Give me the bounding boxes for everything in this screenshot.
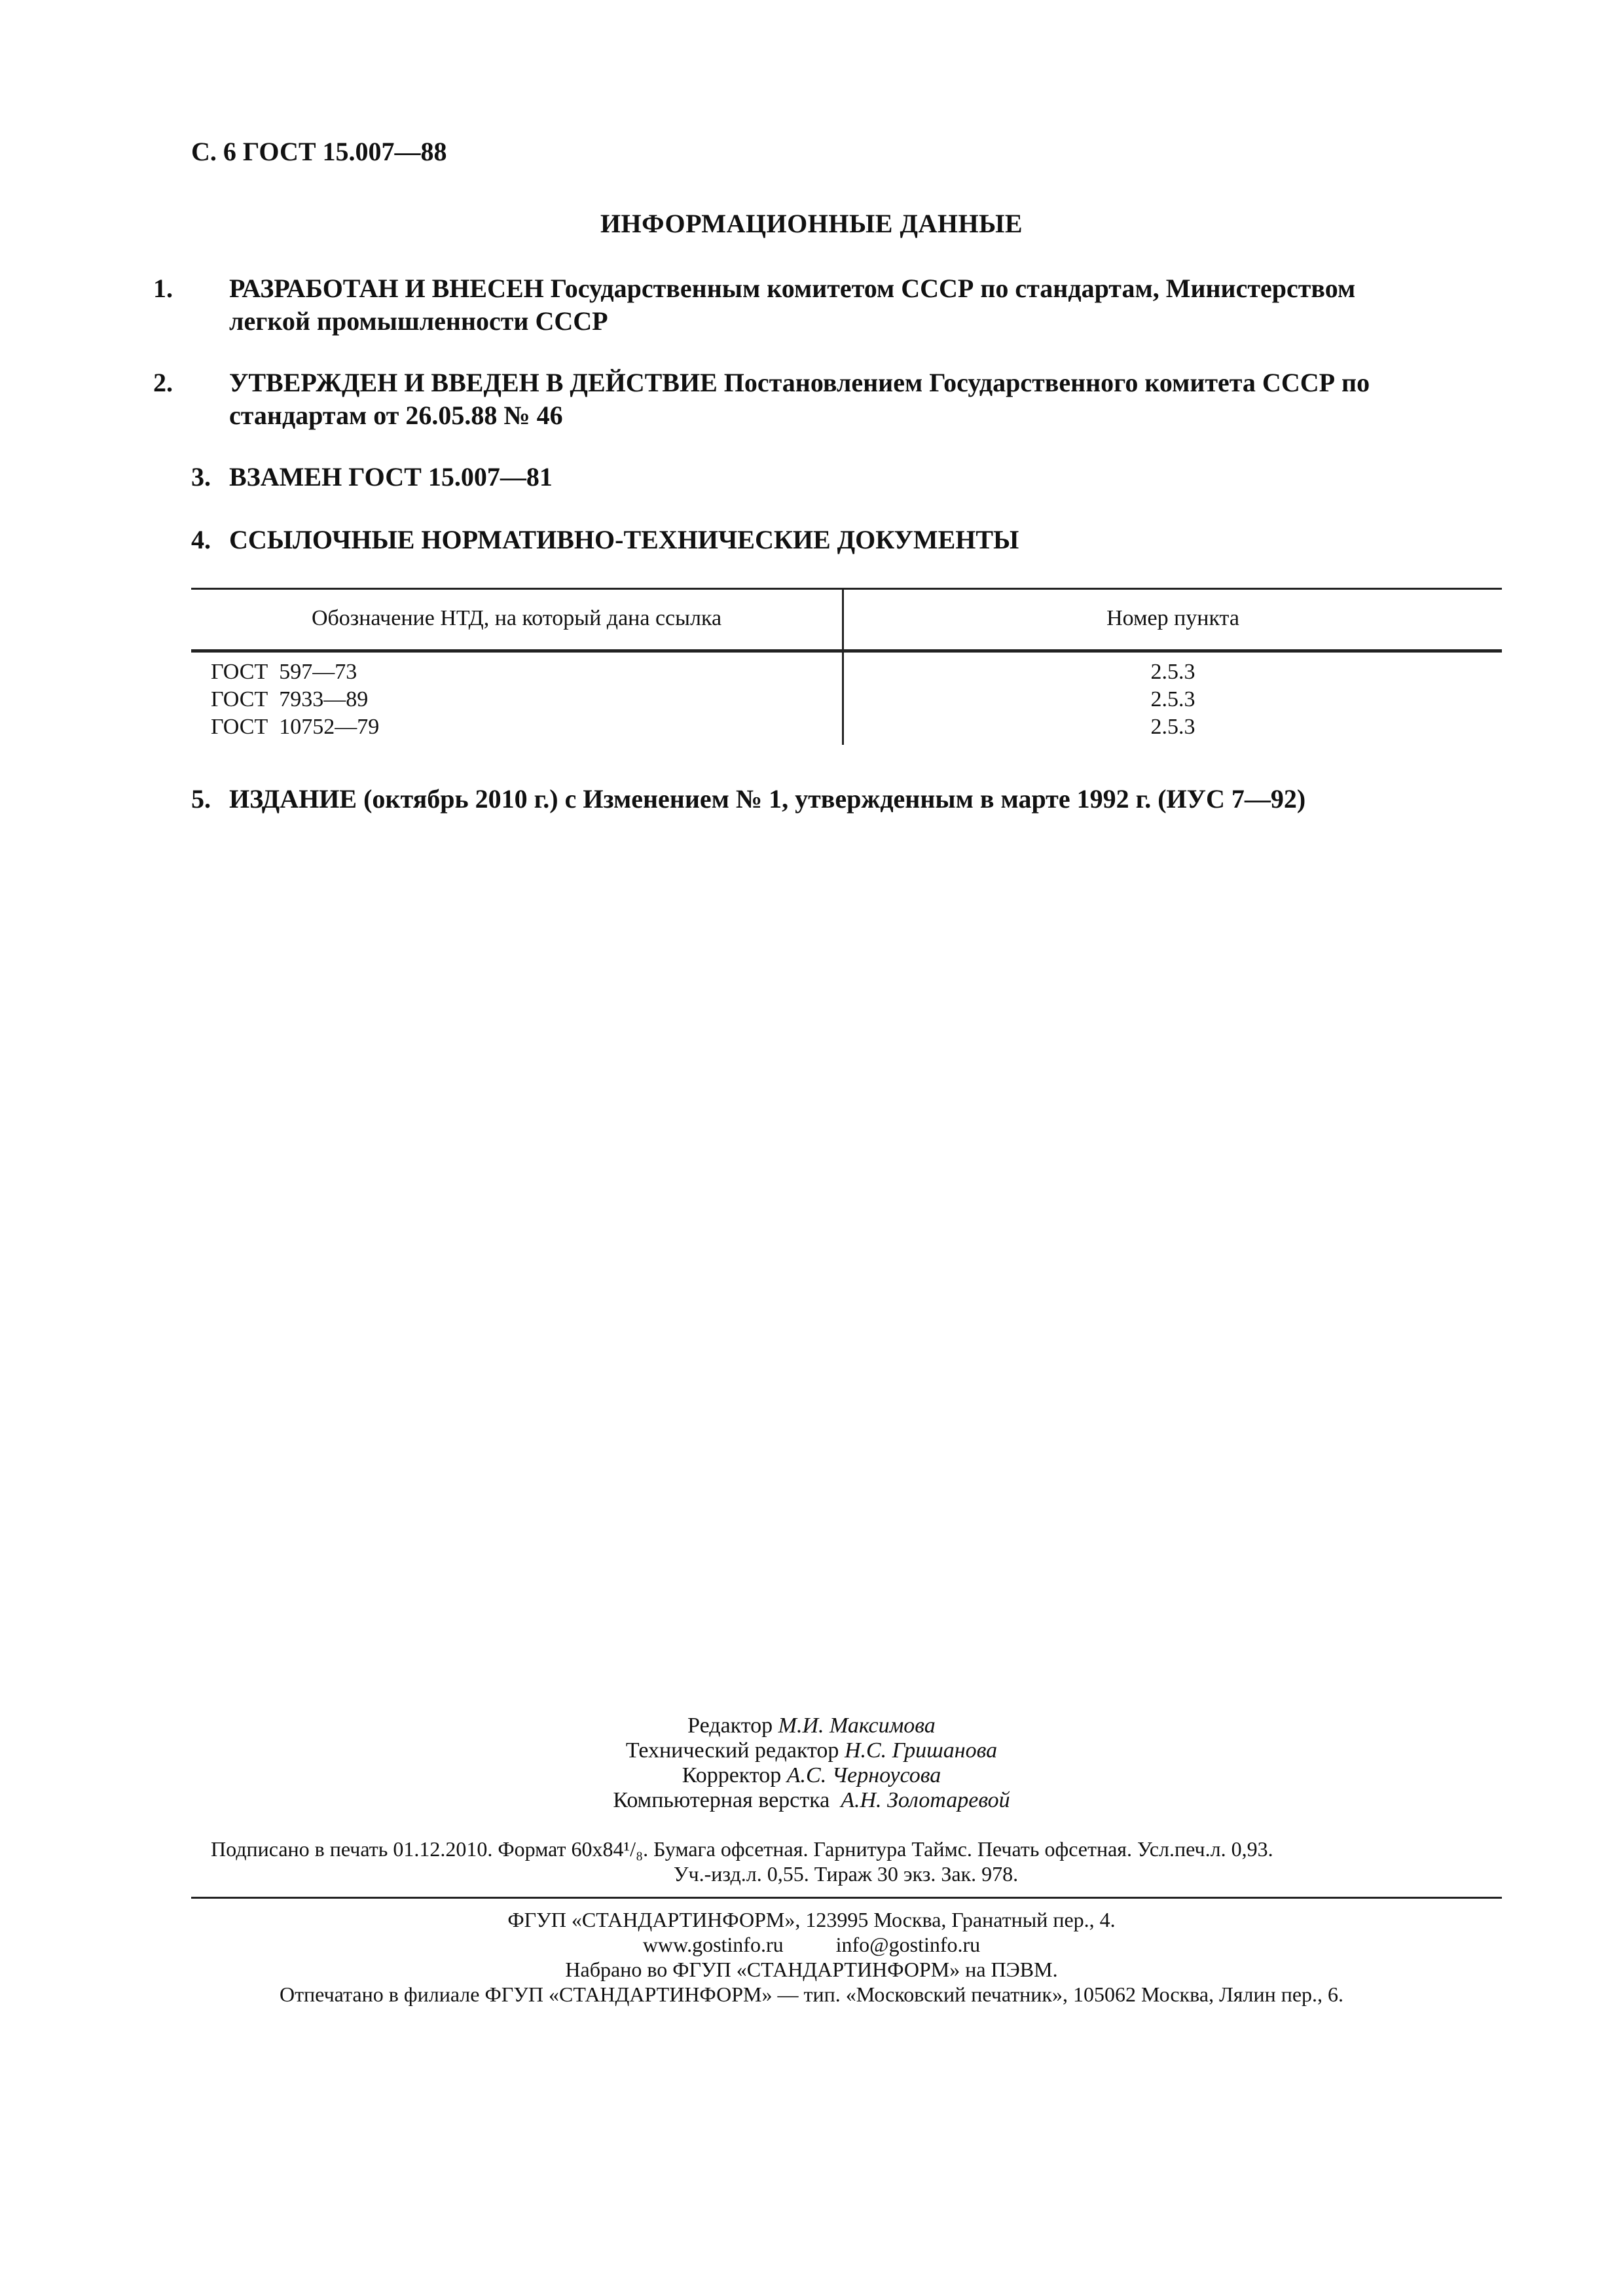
credit-role: Технический редактор: [625, 1738, 839, 1763]
info-item-5: [191, 783, 1501, 816]
credit-person: Н.С. Гришанова: [844, 1738, 998, 1763]
table-row: [191, 660, 1502, 687]
printing-note: Отпечатано в филиале ФГУП «СТАНДАРТИНФОРМ» — тип. «Московский печатник», 105062 Москва, Лялин пер., 6.: [279, 1982, 1344, 2006]
cell-clause: 2.5.3: [1150, 715, 1195, 739]
credit-role: Корректор: [682, 1763, 782, 1787]
credit-line: [0, 1738, 1623, 1763]
table-row: [191, 715, 1502, 742]
item-number: 3.: [191, 462, 211, 492]
credit-line: [0, 1713, 1623, 1738]
cell-document: ГОСТ 7933—89: [211, 687, 369, 711]
item-text: Государственным комитетом СССР по стандартам, Министерством: [543, 274, 1356, 303]
item-number: 4.: [191, 525, 211, 554]
item-text-continued: легкой промышленности СССР: [229, 306, 608, 336]
cell-document: ГОСТ 10752—79: [211, 715, 380, 739]
column-header-clause: Номер пункта: [1106, 606, 1239, 630]
publisher-email: info@gostinfo.ru: [835, 1933, 981, 1956]
cell-clause: 2.5.3: [1150, 687, 1195, 711]
typeset-note: Набрано во ФГУП «СТАНДАРТИНФОРМ» на ПЭВМ.: [565, 1958, 1058, 1981]
item-number: 2.: [153, 368, 173, 397]
print-info-line-2: Уч.-изд.л. 0,55. Тираж 30 экз. Зак. 978.: [673, 1862, 1019, 1886]
cell-clause: 2.5.3: [1150, 660, 1195, 684]
item-text-continued: стандартам от 26.05.88 № 46: [229, 401, 563, 430]
item-lead: УТВЕРЖДЕН И ВВЕДЕН В ДЕЙСТВИЕ: [229, 368, 718, 397]
item-lead: ВЗАМЕН ГОСТ 15.007—81: [229, 462, 553, 492]
credit-role: Компьютерная верстка: [613, 1788, 830, 1812]
item-number: 5.: [191, 784, 211, 814]
column-header-document: Обозначение НТД, на который дана ссылка: [311, 606, 722, 630]
info-item-3: [191, 461, 1501, 493]
credit-person: М.И. Максимова: [778, 1713, 936, 1738]
item-lead: ССЫЛОЧНЫЕ НОРМАТИВНО-ТЕХНИЧЕСКИЕ ДОКУМЕНТЫ: [229, 525, 1019, 554]
credit-person: А.С. Черноусова: [786, 1763, 941, 1787]
page-header: С. 6 ГОСТ 15.007—88: [191, 137, 447, 166]
credit-role: Редактор: [687, 1713, 773, 1738]
credit-line: [0, 1788, 1623, 1813]
table-header-rule: [191, 649, 1502, 653]
credit-person: А.Н. Золотаревой: [841, 1788, 1010, 1812]
item-number: 1.: [153, 274, 173, 303]
publisher-address: ФГУП «СТАНДАРТИНФОРМ», 123995 Москва, Гранатный пер., 4.: [507, 1908, 1116, 1931]
info-item-2: [153, 367, 1501, 432]
editorial-credits: [0, 1713, 1623, 1813]
info-item-1: [153, 272, 1501, 338]
print-info: [191, 1837, 1501, 1886]
table-body: [191, 660, 1502, 742]
table-row: [191, 687, 1502, 715]
item-text: Постановлением Государственного комитета СССР по: [717, 368, 1370, 397]
cell-document: ГОСТ 597—73: [211, 660, 357, 684]
item-lead: ИЗДАНИЕ (октябрь 2010 г.) с Изменением № 1, утвержденным в марте 1992 г. (ИУС 7—92): [229, 784, 1306, 814]
table-top-rule: [191, 588, 1502, 590]
info-item-4: [191, 524, 1501, 556]
print-info-line-1: Подписано в печать 01.12.2010. Формат 60х84¹/₈. Бумага офсетная. Гарнитура Таймс. Печать офсетная. Усл.печ.л. 0,93.: [211, 1837, 1273, 1861]
item-lead: РАЗРАБОТАН И ВНЕСЕН: [229, 274, 544, 303]
publisher-contacts: [0, 1932, 1623, 1957]
publisher-website: www.gostinfo.ru: [642, 1933, 784, 1956]
credit-line: [0, 1763, 1623, 1788]
publisher-info: [0, 1907, 1623, 2007]
section-title: ИНФОРМАЦИОННЫЕ ДАННЫЕ: [600, 209, 1023, 238]
footer-rule: [191, 1897, 1502, 1899]
